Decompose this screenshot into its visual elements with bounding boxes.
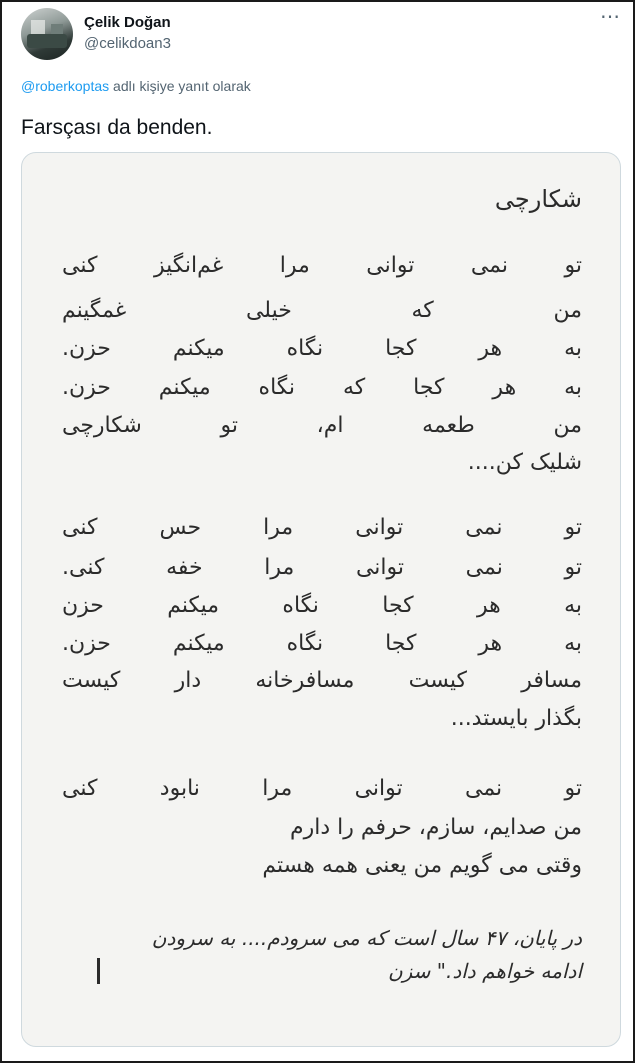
poem-line: به هر کجا نگاه میکنم حزن. — [62, 336, 582, 361]
tweet-text: Farsçası da benden. — [21, 116, 213, 139]
author-handle[interactable]: @celikdoan3 — [84, 35, 171, 52]
poem-line: تو نمی توانی مرا غم‌انگیز کنی — [62, 253, 582, 278]
poem-title: شکارچی — [494, 185, 582, 213]
reply-context-text: adlı kişiye yanıt olarak — [109, 78, 251, 94]
poem-ending-line: در پایان، ۴۷ سال است که می سرودم.... به سرودن — [151, 926, 582, 950]
reply-mention-link[interactable]: @roberkoptas — [21, 78, 110, 94]
poem-image — [22, 153, 621, 1047]
text-cursor — [97, 958, 100, 984]
poem-line: شلیک کن.... — [467, 450, 582, 475]
avatar[interactable] — [21, 8, 73, 60]
more-options-icon[interactable]: ⋯ — [600, 6, 621, 28]
poem-line: به هر کجا نگاه میکنم حزن — [62, 593, 582, 618]
poem-line: وقتی می گویم من یعنی همه هستم — [262, 853, 582, 878]
poem-line: تو نمی توانی مرا حس کنی — [62, 515, 582, 540]
poem-line: به هر کجا که نگاه میکنم حزن. — [62, 375, 582, 400]
poem-line: من که خیلی غمگینم — [62, 298, 582, 323]
tweet-media-image[interactable] — [21, 152, 621, 1047]
poem-line: تو نمی توانی مرا نابود کنی — [62, 776, 582, 801]
poem-line: به هر کجا نگاه میکنم حزن. — [62, 631, 582, 656]
poem-line: من صدایم، سازم، حرفم را دارم — [290, 815, 582, 840]
poem-line: مسافر کیست مسافرخانه دار کیست — [62, 668, 582, 693]
poem-line: تو نمی توانی مرا خفه کنی. — [62, 555, 582, 580]
poem-ending-line: ادامه خواهم داد." سزن — [387, 959, 582, 983]
reply-context — [21, 78, 251, 94]
poem-line: من طعمه ام، تو شکارچی — [62, 413, 582, 438]
poem-line: بگذار بایستد... — [450, 706, 582, 731]
author-name[interactable]: Çelik Doğan — [84, 14, 171, 31]
